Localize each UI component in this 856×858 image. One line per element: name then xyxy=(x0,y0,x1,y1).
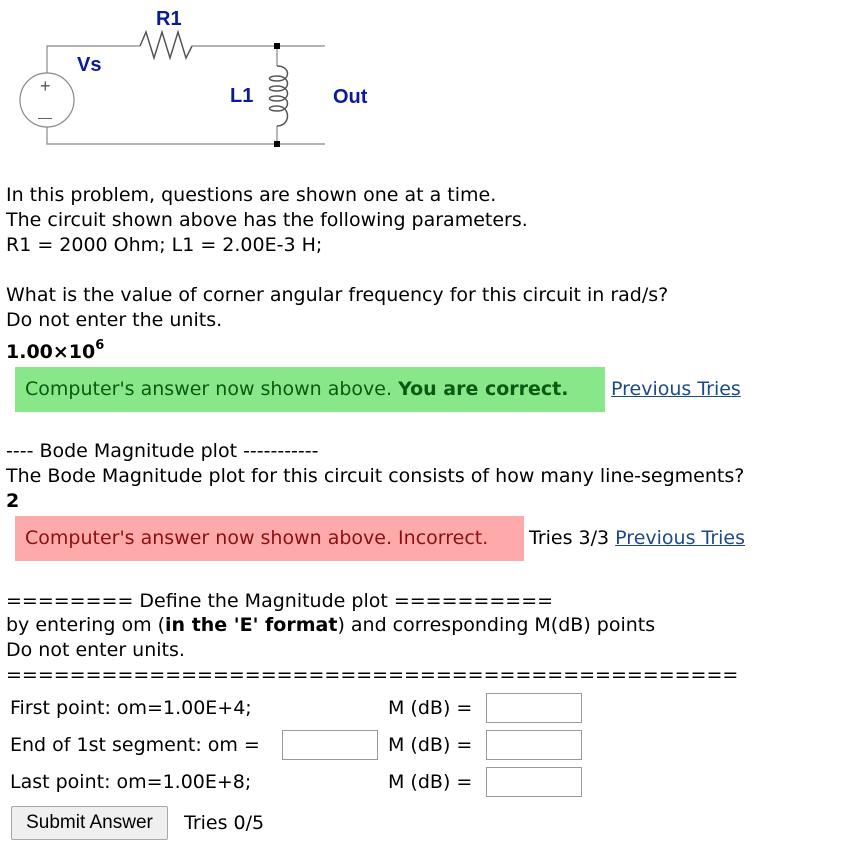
q3-header: ======== Define the Magnitude plot ========== xyxy=(6,590,554,612)
q2-header: ---- Bode Magnitude plot ----------- xyxy=(6,440,319,462)
label-r1: R1 xyxy=(156,8,182,30)
end-segment-m-input[interactable] xyxy=(486,730,582,760)
row-end-segment-m-label: M (dB) = xyxy=(388,734,473,756)
label-l1: L1 xyxy=(230,85,254,107)
q2-question: The Bode Magnitude plot for this circuit consists of how many line-segments? xyxy=(6,465,745,487)
q1-feedback-correct: You are correct. xyxy=(398,378,569,400)
q3-instr-prefix: by entering om ( xyxy=(6,614,166,636)
q2-previous-tries-link[interactable]: Previous Tries xyxy=(615,527,745,549)
q1-feedback-text: Computer's answer now shown above. xyxy=(25,378,399,400)
first-point-m-input[interactable] xyxy=(486,693,582,723)
end-segment-om-input[interactable] xyxy=(282,730,378,760)
submit-answer-button[interactable]: Submit Answer xyxy=(11,806,168,840)
wire-bottom xyxy=(47,127,325,144)
row-first-point-m-label: M (dB) = xyxy=(388,697,473,719)
q1-answer-exponent: 6 xyxy=(95,338,105,353)
q1-no-units: Do not enter the units. xyxy=(6,309,223,331)
q2-feedback: Computer's answer now shown above. Incorrect. xyxy=(15,516,524,561)
row-last-point-m-label: M (dB) = xyxy=(388,771,473,793)
label-out: Out xyxy=(333,86,368,108)
q1-previous-tries-wrap xyxy=(611,367,741,412)
intro-line-2: The circuit shown above has the following parameters. xyxy=(6,209,528,231)
q2-answer: 2 xyxy=(6,490,20,512)
q1-feedback xyxy=(15,367,605,412)
intro-line-3: R1 = 2000 Ohm; L1 = 2.00E-3 H; xyxy=(6,234,323,256)
inductor-l1 xyxy=(270,66,288,126)
source-minus: — xyxy=(38,109,52,125)
row-end-segment-label: End of 1st segment: om = xyxy=(10,734,260,756)
q3-no-units: Do not enter units. xyxy=(6,639,185,661)
row-first-point-label: First point: om=1.00E+4; xyxy=(10,697,252,719)
q1-answer-mantissa: 1.00×10 xyxy=(6,341,96,363)
node-bottom xyxy=(274,141,280,147)
q1-question: What is the value of corner angular frequency for this circuit in rad/s? xyxy=(6,284,669,306)
q3-tries: Tries 0/5 xyxy=(184,812,265,834)
q3-instructions xyxy=(6,613,655,638)
label-vs: Vs xyxy=(77,54,102,76)
q3-instr-suffix: ) and corresponding M(dB) points xyxy=(337,614,656,636)
q3-instr-bold: in the 'E' format xyxy=(165,614,338,636)
intro-line-1: In this problem, questions are shown one at a time. xyxy=(6,184,497,206)
circuit-diagram xyxy=(0,0,368,170)
resistor-r1 xyxy=(140,32,192,58)
q1-previous-tries-link[interactable]: Previous Tries xyxy=(611,378,741,400)
q3-separator: ============================================== xyxy=(6,664,739,686)
last-point-m-input[interactable] xyxy=(486,767,582,797)
row-last-point-label: Last point: om=1.00E+8; xyxy=(10,771,252,793)
q2-tries-wrap xyxy=(529,516,745,561)
q1-answer xyxy=(6,340,104,367)
node-top xyxy=(274,43,280,49)
source-plus: + xyxy=(40,76,51,96)
q2-tries: Tries 3/3 xyxy=(529,527,610,549)
